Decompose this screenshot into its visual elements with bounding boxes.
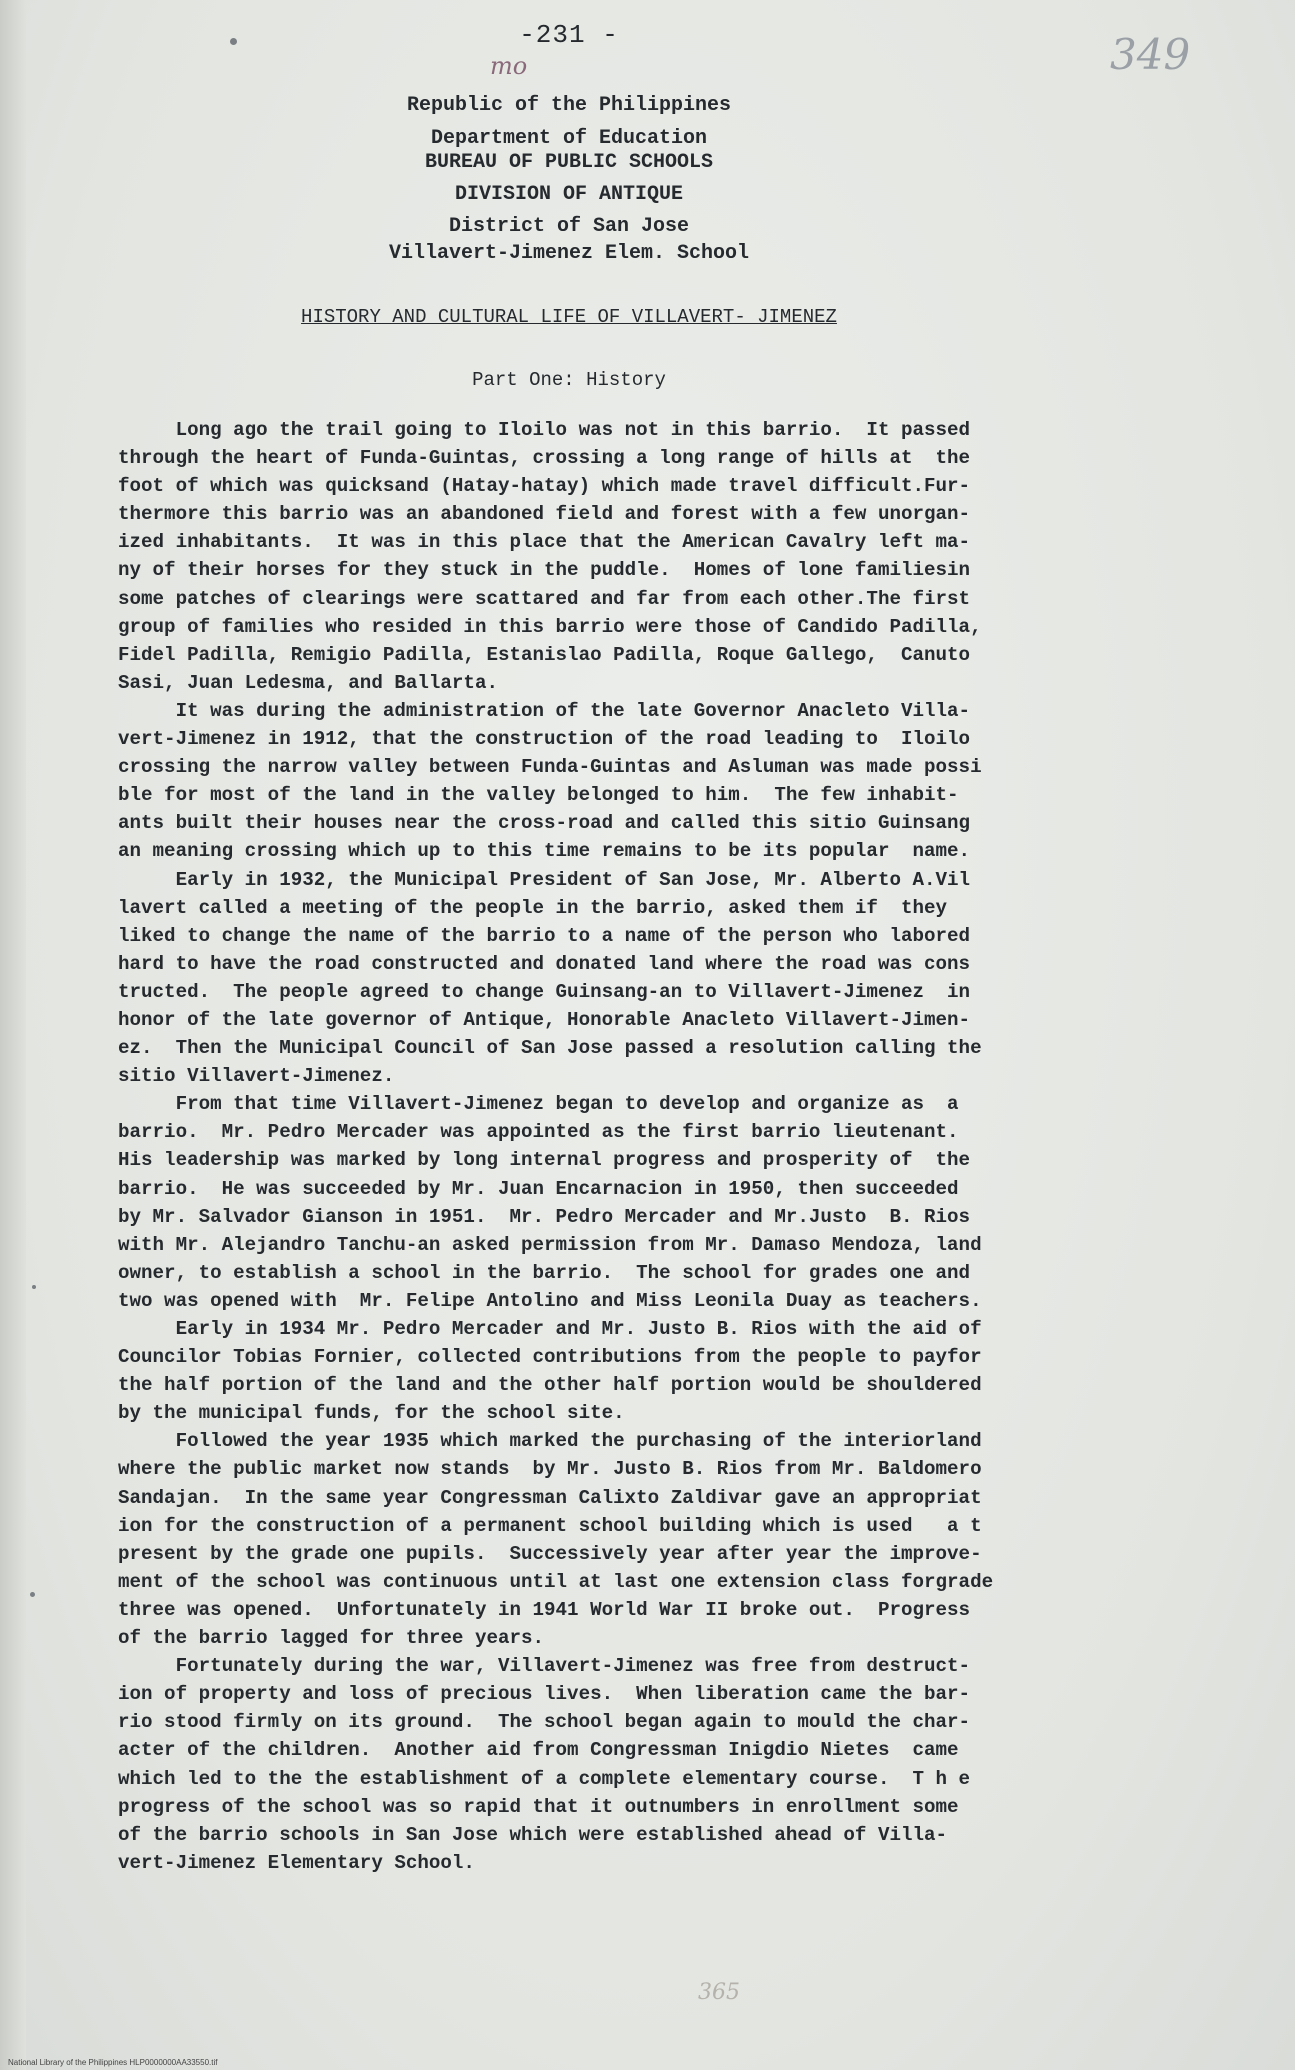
text-line: thermore this barrio was an abandoned field and forest with a few unorgan- [118, 503, 971, 526]
text-line: ants built their houses near the cross-road and called this sitio Guinsang [118, 812, 971, 835]
text-line: by Mr. Salvador Gianson in 1951. Mr. Pedro Mercader and Mr.Justo B. Rios [118, 1205, 971, 1228]
text-line: barrio. He was succeeded by Mr. Juan Encarnacion in 1950, then succeeded [118, 1177, 959, 1200]
header-school: Villavert-Jimenez Elem. School [388, 242, 750, 265]
header-republic: Republic of the Philippines [406, 94, 732, 117]
body-text [118, 416, 1118, 1877]
text-line: with Mr. Alejandro Tanchu-an asked permission from Mr. Damaso Mendoza, land [118, 1233, 982, 1256]
text-line: Sandajan. In the same year Congressman Calixto Zaldivar gave an appropriat [118, 1486, 982, 1509]
handwritten-page-number: 349 [1110, 30, 1191, 79]
text-line: From that time Villavert-Jimenez began to develop and organize as a [118, 1093, 959, 1116]
document-title: HISTORY AND CULTURAL LIFE OF VILLAVERT- JIMENEZ [301, 306, 837, 328]
text-line: ez. Then the Municipal Council of San Jose passed a resolution calling the [118, 1037, 982, 1060]
text-line: Long ago the trail going to Iloilo was not in this barrio. It passed [118, 419, 971, 441]
text-line: which led to the the establishment of a complete elementary course. T h e [118, 1767, 971, 1790]
text-line: ized inhabitants. It was in this place that the American Cavalry left ma- [118, 531, 971, 554]
part-heading: Part One: History [472, 369, 666, 391]
text-line: Followed the year 1935 which marked the purchasing of the interiorland [118, 1430, 982, 1453]
text-line: some patches of clearings were scattared and far from each other.The first [118, 587, 971, 610]
text-line: present by the grade one pupils. Successively year after year the improve- [118, 1542, 982, 1565]
text-line: group of families who resided in this barrio were those of Candido Padilla, [118, 615, 982, 638]
text-line: acter of the children. Another aid from Congressman Inigdio Nietes came [118, 1739, 959, 1762]
text-line: sitio Villavert-Jimenez. [118, 1065, 395, 1088]
text-line: through the heart of Funda-Guintas, crossing a long range of hills at the [118, 447, 971, 470]
text-line: crossing the narrow valley between Funda-Guintas and Asluman was made possi [118, 756, 982, 779]
header-division: DIVISION OF ANTIQUE [454, 183, 684, 206]
text-line: vert-Jimenez Elementary School. [118, 1851, 475, 1874]
text-line: of the barrio schools in San Jose which were established ahead of Villa- [118, 1823, 948, 1846]
text-line: Sasi, Juan Ledesma, and Ballarta. [118, 671, 498, 694]
text-line: vert-Jimenez in 1912, that the construction of the road leading to Iloilo [118, 728, 971, 751]
text-line: honor of the late governor of Antique, Honorable Anacleto Villavert-Jimen- [118, 1008, 971, 1031]
page-number: -231 - [519, 20, 619, 50]
header-department: Department of Education [430, 127, 708, 150]
text-line: ion of property and loss of precious lives. When liberation came the bar- [118, 1683, 971, 1706]
text-line: two was opened with Mr. Felipe Antolino and Miss Leonila Duay as teachers. [118, 1289, 982, 1312]
text-line: lavert called a meeting of the people in the barrio, asked them if they [118, 896, 948, 919]
text-line: owner, to establish a school in the barrio. The school for grades one and [118, 1261, 971, 1284]
handwritten-bottom-number: 365 [698, 1980, 740, 2005]
ink-speck [30, 1592, 35, 1597]
text-line: ny of their horses for they stuck in the puddle. Homes of lone familiesin [118, 559, 971, 582]
ink-speck [230, 38, 237, 45]
text-line: of the barrio lagged for three years. [118, 1627, 545, 1650]
text-line: Fidel Padilla, Remigio Padilla, Estanislao Padilla, Roque Gallego, Canuto [118, 643, 971, 666]
text-line: Early in 1932, the Municipal President of San Jose, Mr. Alberto A.Vil [118, 868, 971, 891]
text-line: ble for most of the land in the valley belonged to him. The few inhabit- [118, 784, 959, 807]
text-line: ment of the school was continuous until at last one extension class forgrade [118, 1570, 994, 1593]
text-line: Councilor Tobias Fornier, collected contributions from the people to payfor [118, 1346, 982, 1369]
text-line: tructed. The people agreed to change Guinsang-an to Villavert-Jimenez in [118, 980, 971, 1003]
text-line: liked to change the name of the barrio to a name of the person who labored [118, 924, 971, 947]
header-district: District of San Jose [448, 215, 690, 238]
archive-footer: National Library of the Philippines HLP0000000AA33550.tif [8, 2058, 218, 2067]
text-line: rio stood firmly on its ground. The school began again to mould the char- [118, 1711, 971, 1734]
text-line: the half portion of the land and the other half portion would be shouldered [118, 1374, 982, 1397]
text-line: an meaning crossing which up to this time remains to be its popular name. [118, 840, 971, 863]
text-line: by the municipal funds, for the school site. [118, 1402, 625, 1425]
text-line: Fortunately during the war, Villavert-Jimenez was free from destruct- [118, 1655, 971, 1678]
text-line: It was during the administration of the late Governor Anacleto Villa- [118, 699, 971, 722]
header-bureau: BUREAU OF PUBLIC SCHOOLS [424, 151, 714, 174]
text-line: His leadership was marked by long internal progress and prosperity of the [118, 1149, 971, 1172]
text-line: where the public market now stands by Mr. Justo B. Rios from Mr. Baldomero [118, 1458, 982, 1481]
text-line: Early in 1934 Mr. Pedro Mercader and Mr. Justo B. Rios with the aid of [118, 1318, 982, 1340]
text-line: progress of the school was so rapid that it outnumbers in enrollment some [118, 1795, 959, 1818]
text-line: foot of which was quicksand (Hatay-hatay) which made travel difficult.Fur- [118, 475, 971, 498]
text-line: ion for the construction of a permanent school building which is used a t [118, 1514, 982, 1537]
handwritten-initials: mo [490, 52, 528, 80]
text-line: three was opened. Unfortunately in 1941 World War II broke out. Progress [118, 1598, 971, 1621]
text-line: barrio. Mr. Pedro Mercader was appointed as the first barrio lieutenant. [118, 1121, 959, 1144]
ink-speck [32, 1285, 36, 1289]
text-line: hard to have the road constructed and donated land where the road was cons [118, 952, 971, 975]
